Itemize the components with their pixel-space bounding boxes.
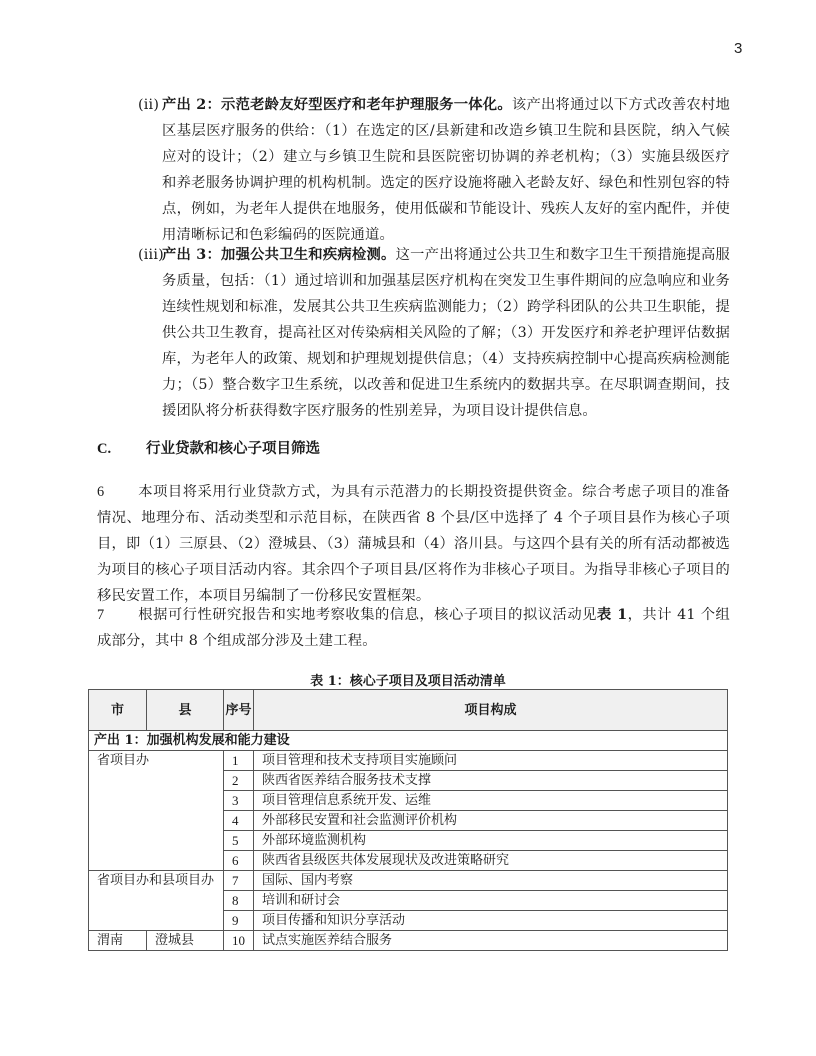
seq-cell: 10 xyxy=(224,931,254,951)
header-seq: 序号 xyxy=(224,690,254,731)
county-cell: 澄城县 xyxy=(147,931,224,951)
header-component: 项目构成 xyxy=(254,690,728,731)
output-row xyxy=(89,731,728,751)
seq-cell: 9 xyxy=(224,911,254,931)
component-cell: 项目管理和技术支持项目实施顾问 xyxy=(254,751,728,771)
table-row xyxy=(89,871,728,891)
owner-cell: 省项目办和县项目办 xyxy=(89,871,224,931)
paragraph-number: 6 xyxy=(97,484,105,500)
header-county: 县 xyxy=(147,690,224,731)
item-text: 这一产出将通过公共卫生和数字卫生干预措施提高服务质量，包括：（1）通过培训和加强基层医疗机构在突发卫生事件期间的应急响应和业务连续性规划和标准，发展其公共卫生疾病监测能力；（2）跨学科团队的公共卫生职能，提供公共卫生教育，提高社区对传染病相关风险的了解；（3）开发医疗和养老护理评估数据库，为老年人的政策、规划和护理规划提供信息；（4）支持疾病控制中心提高疾病检测能力；（5）整合数字卫生系统，以改善和促进卫生系统内的数据共享。在尽职调查期间，技援团队将分析获得数字医疗服务的性别差异，为项目设计提供信息。 xyxy=(162,247,730,419)
item-marker: (ii) xyxy=(138,97,160,113)
header-city: 市 xyxy=(89,690,147,731)
output-3-item xyxy=(138,242,730,424)
seq-cell: 4 xyxy=(224,811,254,831)
paragraph-text-after: ，共计 41 个组成部分，其中 8 个组成部分涉及土建工程。 xyxy=(97,607,730,649)
table-row xyxy=(89,931,728,951)
seq-cell: 2 xyxy=(224,771,254,791)
component-cell: 试点实施医养结合服务 xyxy=(254,931,728,951)
city-cell: 渭南 xyxy=(89,931,147,951)
item-bold-lead: 产出 3：加强公共卫生和疾病检测。 xyxy=(162,247,396,263)
item-text: 该产出将通过以下方式改善农村地区基层医疗服务的供给：（1）在选定的区/县新建和改造乡镇卫生院和县医院，纳入气候应对的设计；（2）建立与乡镇卫生院和县医院密切协调的养老机构；（3）实施县级医疗和养老服务协调护理的机构机制。选定的医疗设施将融入老龄友好、绿色和性别包容的特点，例如，为老年人提供在地服务，使用低碳和节能设计、残疾人友好的室内配件，并使用清晰标记和色彩编码的医院通道。 xyxy=(162,97,730,243)
paragraph-number: 7 xyxy=(97,607,105,623)
component-cell: 外部移民安置和社会监测评价机构 xyxy=(254,811,728,831)
page-number: 3 xyxy=(734,40,743,57)
component-cell: 陕西省医养结合服务技术支撑 xyxy=(254,771,728,791)
paragraph-6 xyxy=(97,479,730,609)
component-cell: 国际、国内考察 xyxy=(254,871,728,891)
item-marker: (iii) xyxy=(138,247,164,263)
seq-cell: 8 xyxy=(224,891,254,911)
seq-cell: 5 xyxy=(224,831,254,851)
component-cell: 培训和研讨会 xyxy=(254,891,728,911)
component-cell: 陕西省县级医共体发展现状及改进策略研究 xyxy=(254,851,728,871)
seq-cell: 3 xyxy=(224,791,254,811)
seq-cell: 1 xyxy=(224,751,254,771)
section-letter: C. xyxy=(97,441,112,457)
table-row xyxy=(89,751,728,771)
owner-cell: 省项目办 xyxy=(89,751,224,871)
output-title: 产出 1：加强机构发展和能力建设 xyxy=(89,731,728,751)
output-2-item xyxy=(138,92,730,248)
activities-table xyxy=(88,689,728,951)
component-cell: 项目传播和知识分享活动 xyxy=(254,911,728,931)
seq-cell: 6 xyxy=(224,851,254,871)
component-cell: 项目管理信息系统开发、运维 xyxy=(254,791,728,811)
component-cell: 外部环境监测机构 xyxy=(254,831,728,851)
table-header-row xyxy=(89,690,728,731)
paragraph-7 xyxy=(97,602,730,654)
seq-cell: 7 xyxy=(224,871,254,891)
table-caption: 表 1：核心子项目及项目活动清单 xyxy=(310,674,506,689)
section-title: 行业贷款和核心子项目筛选 xyxy=(146,440,320,457)
table-reference: 表 1 xyxy=(596,607,628,623)
paragraph-text: 本项目将采用行业贷款方式，为具有示范潜力的长期投资提供资金。综合考虑子项目的准备情况、地理分布、活动类型和示范目标，在陕西省 8 个县/区中选择了 4 个子项目县作为核心子项目，即（1）三原县、（2）澄城县、（3）蒲城县和（4）洛川县。与这四个县有关的所有活动都被选为项目的核心子项目活动内容。其余四个子项目县/区将作为非核心子项目。为指导非核心子项目的移民安置工作，本项目另编制了一份移民安置框架。 xyxy=(97,484,730,604)
section-heading xyxy=(97,437,320,458)
paragraph-text: 根据可行性研究报告和实地考察收集的信息，核心子项目的拟议活动见 xyxy=(138,607,597,623)
item-bold-lead: 产出 2：示范老龄友好型医疗和老年护理服务一体化。 xyxy=(162,97,512,113)
